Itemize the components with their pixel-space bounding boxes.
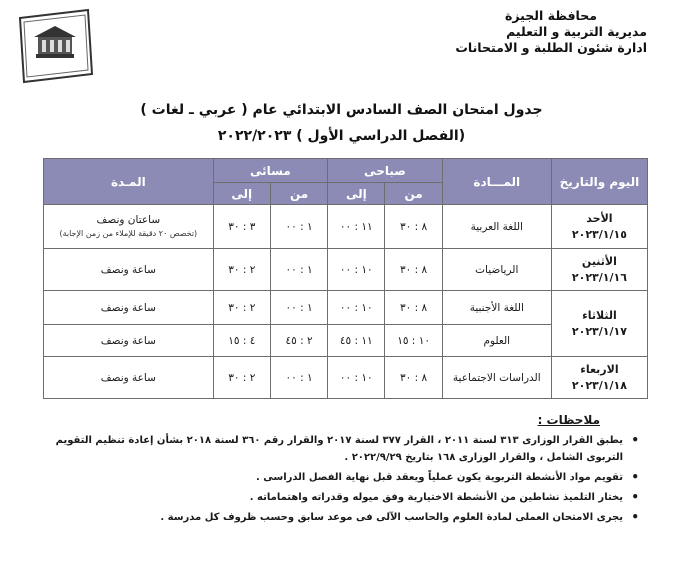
header-morning-to: إلى [328,183,385,205]
header-duration: المـدة [44,159,214,205]
subject-cell: اللغة العربية [442,205,551,249]
day-date: ٢٠٢٣/١/١٨ [571,378,627,392]
document-header [455,8,647,56]
day-name: الأحد [586,211,613,225]
directorate-name: مديرية التربية و التعليم [506,24,647,39]
morning-from: ٨ : ٣٠ [385,205,442,249]
duration-cell: ساعة ونصف [44,357,214,399]
duration-cell: ساعة ونصف [44,325,214,357]
bullet-icon: • [631,510,639,524]
subject-cell: الرياضيات [442,249,551,291]
evening-from: ١ : ٠٠ [270,291,327,325]
evening-to: ٢ : ٣٠ [213,357,270,399]
table-row [44,249,648,291]
term-title: (الفصل الدراسي الأول ) ٢٠٢٢/٢٠٢٣ [217,128,466,144]
morning-from: ٨ : ٣٠ [385,249,442,291]
subject-cell: العلوم [442,325,551,357]
evening-to: ٣ : ٣٠ [213,205,270,249]
notes-title: ملاحظات : [537,413,600,427]
department-name: ادارة شئون الطلبة و الامتحانات [455,40,647,55]
list-item [23,432,639,466]
evening-from: ٢ : ٤٥ [270,325,327,357]
note-text: تقويم مواد الأنشطة التربوية يكون عملياً ويعقد قبل نهاية الفصل الدراسى . [255,472,623,483]
day-date: ٢٠٢٣/١/١٧ [571,324,627,338]
evening-to: ٢ : ٣٠ [213,291,270,325]
table-row [44,205,648,249]
morning-from: ٨ : ٣٠ [385,357,442,399]
header-evening-from: من [270,183,327,205]
table-row [44,291,648,325]
notes-list [23,432,639,529]
header-morning: صباحى [328,159,443,183]
schedule-title: جدول امتحان الصف السادس الابتدائي عام ( عربي ـ لغات ) [140,102,543,118]
bullet-icon: • [631,470,639,484]
bullet-icon: • [631,490,639,504]
morning-to: ١٠ : ٠٠ [328,249,385,291]
evening-from: ١ : ٠٠ [270,249,327,291]
evening-to: ٤ : ١٥ [213,325,270,357]
note-text: يختار التلميذ نشاطين من الأنشطة الاختيارية وفق ميوله وقدراته واهتماماته . [249,492,623,503]
exam-schedule-table [43,158,648,399]
day-cell [551,249,647,291]
duration-value: ساعتان ونصف [96,213,161,226]
evening-from: ١ : ٠٠ [270,357,327,399]
header-evening: مسائى [213,159,328,183]
morning-from: ١٠ : ١٥ [385,325,442,357]
morning-to: ١١ : ٤٥ [328,325,385,357]
day-name: الثلاثاء [582,308,617,322]
subject-cell: اللغة الأجنبية [442,291,551,325]
directorate-logo [14,6,96,86]
morning-to: ١٠ : ٠٠ [328,357,385,399]
header-evening-to: إلى [213,183,270,205]
morning-to: ١٠ : ٠٠ [328,291,385,325]
list-item [23,489,639,506]
governorate-name: محافظة الجيزة [505,8,597,23]
list-item [23,509,639,526]
subject-cell: الدراسات الاجتماعية [442,357,551,399]
evening-to: ٢ : ٣٠ [213,249,270,291]
day-name: الأثنين [581,254,617,268]
morning-to: ١١ : ٠٠ [328,205,385,249]
list-item [23,469,639,486]
day-cell [551,205,647,249]
header-subject: المـــادة [442,159,551,205]
note-text: يطبق القرار الوزارى ٣١٣ لسنة ٢٠١١ ، القرار ٣٧٧ لسنة ٢٠١٧ والقرار رقم ٣٦٠ لسنة ٢٠١٨ بشأن إعادة تنظيم التقويم التربوى الشامل ، والقرار الوزارى ١٦٨ بتاريخ ٢٠٢٢/٩/٢٩ . [55,435,623,463]
evening-from: ١ : ٠٠ [270,205,327,249]
note-text: يجرى الامتحان العملى لمادة العلوم والحاسب الآلى فى موعد سابق وحسب ظروف كل مدرسة . [160,512,623,523]
bullet-icon: • [631,433,639,447]
duration-cell: ساعة ونصف [44,291,214,325]
header-day-date: اليوم والتاريخ [551,159,647,205]
day-date: ٢٠٢٣/١/١٦ [571,270,627,284]
duration-note: (تخصص ٢٠ دقيقة للإملاء من زمن الإجابة) [59,228,198,238]
day-cell [551,357,647,399]
day-name: الاربعاء [580,362,619,376]
duration-cell [44,205,214,249]
duration-cell: ساعة ونصف [44,249,214,291]
table-row [44,357,648,399]
day-cell [551,291,647,357]
day-date: ٢٠٢٣/١/١٥ [571,227,627,241]
morning-from: ٨ : ٣٠ [385,291,442,325]
header-morning-from: من [385,183,442,205]
